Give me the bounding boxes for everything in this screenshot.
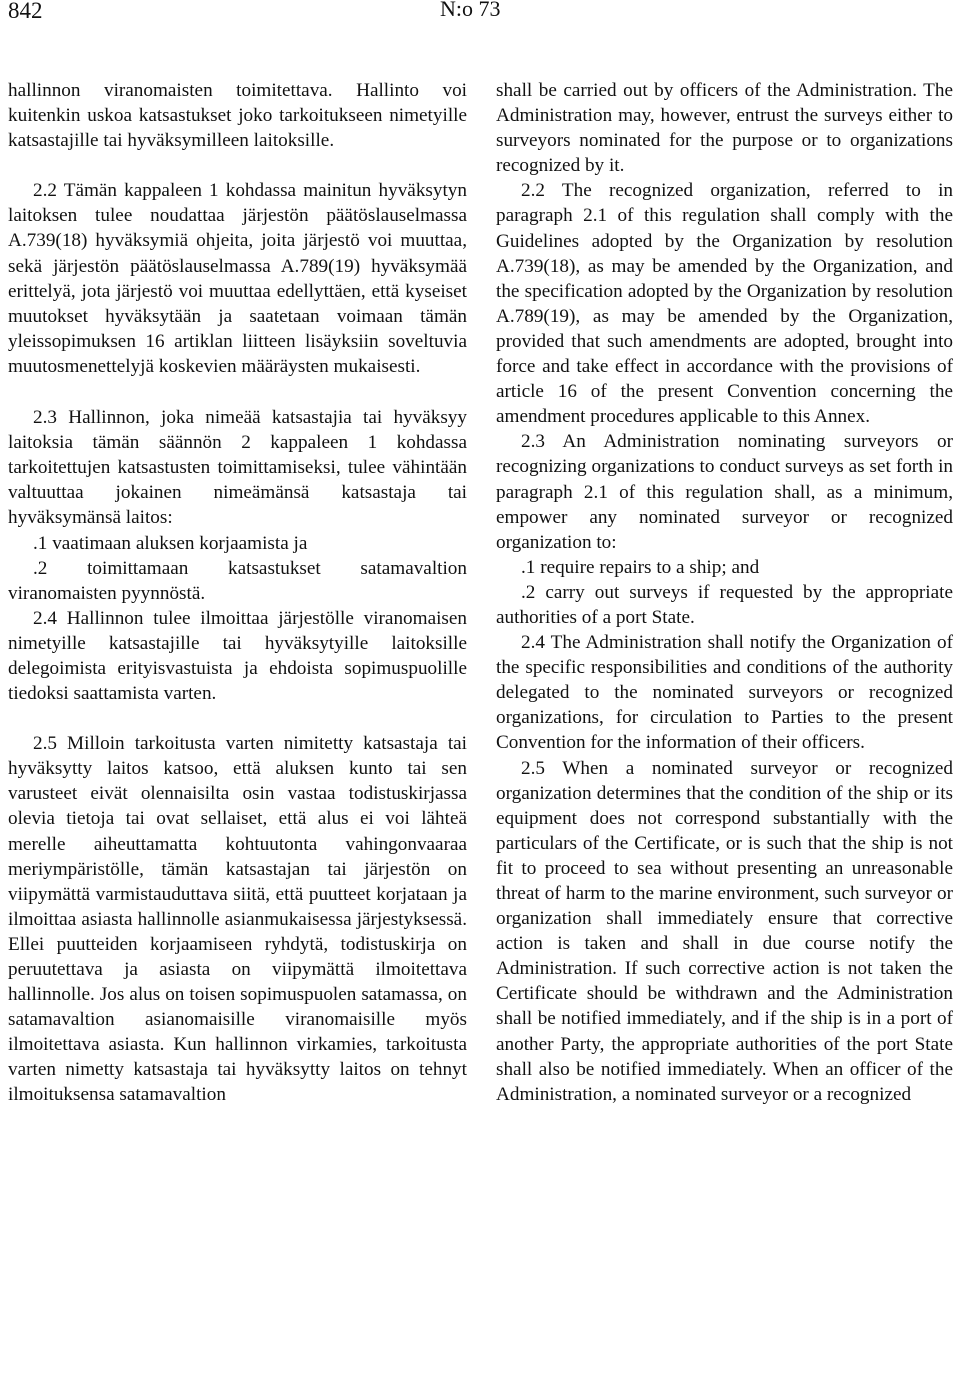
fi-paragraph-2-4: 2.4 Hallinnon tulee ilmoittaa järjestölle viranomaisen nimetyille katsastajille tai hyväksytyille laitoksille delegoimista erityisvastuista ja ehdoista sopimuspuolille tiedoksi saattamista varten. [8,607,467,705]
en-item-2: .2 carry out surveys if requested by the appropriate authorities of a port State. [496,581,953,628]
fi-item-1: .1 vaatimaan aluksen korjaamista ja [33,532,308,554]
fi-item-2: .2 toimittamaan katsastukset satamavaltion viranomaisten pyynnöstä. [8,557,467,604]
en-paragraph-2-5: 2.5 When a nominated surveyor or recognized organization determines that the condition of the ship or its equipment does not correspond substantially with the particulars of the Certificate, or is such that the ship is not fit to proceed to sea without presenting an unreasonable threat of harm to the marine environment, such surveyor or organization shall immediately ensure that corrective action is taken and shall in due course notify the Administration. If such corrective action is not taken the Certificate should be withdrawn and the Administration shall be notified immediately, and if the ship is in a port of another Party, the appropriate authorities of the port State shall also be notified immediately. When an officer of the Administration, a nominated surveyor or a recognized [496,757,953,1105]
en-paragraph-2-4: 2.4 The Administration shall notify the Organization of the specific responsibilities and conditions of the authority delegated to the nominated surveyors or recognized organizations, for circulation to Parties to the present Convention for the information of their officers. [496,632,953,754]
en-item-1: .1 require repairs to a ship; and [521,556,760,578]
fi-paragraph-2-2: 2.2 Tämän kappaleen 1 kohdassa mainitun hyväksytyn laitoksen tulee noudattaa järjestön päätöslauselmassa A.739(18) hyväksymiä ohjeita, joita järjestö voi muuttaa, sekä järjestön päätöslauselmassa A.789(19) hyväksymää erittelyä, jota järjestö voi muuttaa edellyttäen, että kyseiset muutokset hyväksytään ja saatetaan voimaan tämän yleissopimuksen 16 artiklan liitteen lisäyksiin soveltuvia muutosmenettelyjä koskevien määräysten mukaisesti. [8,180,467,377]
fi-paragraph-intro: hallinnon viranomaisten toimitettava. Hallinto voi kuitenkin uskoa katsastukset joko tarkoitukseen nimetyille katsastajille tai hyväksymilleen laitoksille. [8,80,467,152]
page-header [0,0,960,40]
page-number: 842 [8,0,43,23]
fi-paragraph-2-3: 2.3 Hallinnon, joka nimeää katsastajia tai hyväksyy laitoksia tämän säännön 2 kappaleen 1 kohdassa tarkoitettujen katsastusten toimittamiseksi, tulee vähintään valtuuttaa jokainen nimeämänsä katsastaja tai hyväksymänsä laitos: [8,407,467,529]
en-paragraph-2-2: 2.2 The recognized organization, referred to in paragraph 2.1 of this regulation shall comply with the Guidelines adopted by the Organization by resolution A.739(18), as may be amended by the Organization, and the specification adopted by the Organization by resolution A.789(19), as may be amended by the Organization, provided that such amendments are adopted, brought into force and take effect in accordance with the provisions of article 16 of the present Convention concerning the amendment procedures applicable to this Annex. [496,180,953,428]
issue-number: N:o 73 [440,0,501,21]
en-paragraph-intro: shall be carried out by officers of the Administration. The Administration may, however, entrust the surveys either to surveyors nominated for the purpose or to organizations recognized by it. [496,80,953,177]
english-column [496,78,953,1107]
en-paragraph-2-3: 2.3 An Administration nominating surveyors or recognizing organizations to conduct surveys as set forth in paragraph 2.1 of this regulation shall, as a minimum, empower any nominated surveyor or recognized organization to: [496,431,953,553]
finnish-column [8,78,467,1108]
fi-paragraph-2-5: 2.5 Milloin tarkoitusta varten nimitetty katsastaja tai hyväksytty laitos katsoo, että aluksen kunto tai sen varusteet eivät olennaisilta osin vastaa todistuskirjassa olevia tietoja tai ovat sellaiset, että alus ei voi lähteä merelle aiheuttamatta kohtuutonta vahingonvaaraa meriympäristölle, tämän katsastajan tai järjestön on viipymättä varmistauduttava siitä, että puutteet korjataan ja ilmoittaa asiasta hallinnolle asianmukaisessa järjestyksessä. Ellei puutteiden korjaamiseen ryhdytä, todistuskirja on peruutettava ja asiasta on viipymättä ilmoitettava hallinnolle. Jos alus on toisen sopimuspuolen satamassa, on satamavaltion asianomaisille viranomaisille myös ilmoitettava asiasta. Kun hallinnon virkamies, tarkoitusta varten nimetty katsastaja tai hyväksytty laitos on tehnyt ilmoituksensa satamavaltion [8,733,467,1106]
